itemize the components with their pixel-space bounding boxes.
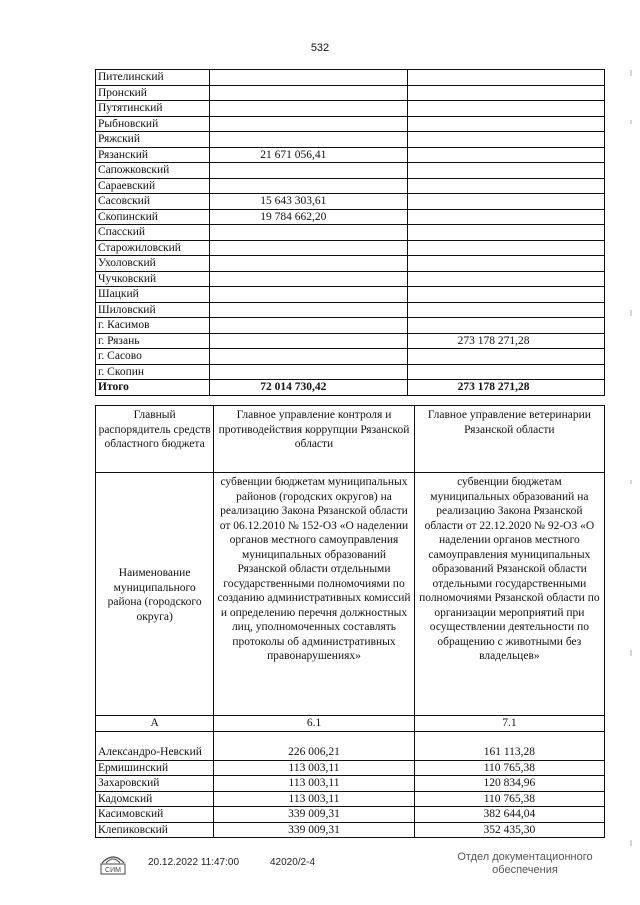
amount-col2 bbox=[407, 178, 604, 194]
table-row bbox=[96, 240, 605, 256]
district-name: Ермишинский bbox=[96, 760, 214, 776]
amount-7-1: 110 765,38 bbox=[414, 760, 604, 776]
header-row bbox=[96, 406, 605, 473]
amount-6-1: 339 009,31 bbox=[214, 822, 415, 838]
table-row bbox=[96, 101, 605, 117]
amount-7-1: 382 644,04 bbox=[414, 807, 604, 823]
district-name: Путятинский bbox=[96, 101, 210, 117]
table-row bbox=[96, 116, 605, 132]
footer-datetime: 20.12.2022 11:47:00 bbox=[148, 857, 240, 868]
footer-doc-code: 42020/2-4 bbox=[270, 857, 316, 868]
table-row bbox=[96, 194, 605, 210]
amount-col1: 21 671 056,41 bbox=[210, 147, 407, 163]
amount-col1 bbox=[210, 302, 407, 318]
amount-col1 bbox=[210, 333, 407, 349]
district-name: Пронский bbox=[96, 85, 210, 101]
district-name: Сараевский bbox=[96, 178, 210, 194]
table-row bbox=[96, 333, 605, 349]
description-row bbox=[96, 473, 605, 716]
district-name: Клепиковский bbox=[96, 822, 214, 838]
table-row bbox=[96, 791, 605, 807]
table-row bbox=[96, 209, 605, 225]
district-name: Старожиловский bbox=[96, 240, 210, 256]
table-row bbox=[96, 287, 605, 303]
header-veterinary: Главное управление ветеринарии Рязанской области bbox=[414, 406, 604, 473]
amount-col1 bbox=[210, 85, 407, 101]
logo-text: СИМ bbox=[105, 867, 121, 874]
amount-col1 bbox=[210, 163, 407, 179]
amount-col1 bbox=[210, 364, 407, 380]
footer-dept-line2: обеспечения bbox=[492, 864, 558, 876]
table-row bbox=[96, 776, 605, 792]
district-name: Шиловский bbox=[96, 302, 210, 318]
district-name: Кадомский bbox=[96, 791, 214, 807]
amount-7-1: 352 435,30 bbox=[414, 822, 604, 838]
amount-6-1: 339 009,31 bbox=[214, 807, 415, 823]
amount-6-1: 113 003,11 bbox=[214, 760, 415, 776]
amount-col1: 19 784 662,20 bbox=[210, 209, 407, 225]
footer bbox=[0, 851, 640, 895]
table-row bbox=[96, 256, 605, 272]
district-name: г. Касимов bbox=[96, 318, 210, 334]
desc-subvention-6-1: субвенции бюджетам муниципальных районов (городских округов) на реализацию Закона Рязанской области от 06.12.2010 № 152-ОЗ «О наделении органов местного самоуправления муниципальных образований Рязанской области отдельными государственными полномочиями по созданию административных комиссий и определению перечня должностных лиц, уполномоченных составлять протоколы об административных правонарушениях» bbox=[214, 473, 415, 716]
amount-col1 bbox=[210, 70, 407, 86]
district-name: Сапожковский bbox=[96, 163, 210, 179]
district-name: Шацкий bbox=[96, 287, 210, 303]
table-row bbox=[96, 147, 605, 163]
table-row bbox=[96, 132, 605, 148]
amount-col2 bbox=[407, 271, 604, 287]
table-row bbox=[96, 318, 605, 334]
amount-col1 bbox=[210, 271, 407, 287]
table-row bbox=[96, 302, 605, 318]
code-6-1: 6.1 bbox=[214, 716, 415, 732]
amount-col1 bbox=[210, 225, 407, 241]
district-name: Пителинский bbox=[96, 70, 210, 86]
table-row bbox=[96, 178, 605, 194]
table-row bbox=[96, 225, 605, 241]
amount-col2 bbox=[407, 163, 604, 179]
district-name: Скопинский bbox=[96, 209, 210, 225]
amount-7-1: 120 834,96 bbox=[414, 776, 604, 792]
amount-col2 bbox=[407, 302, 604, 318]
header-budget-manager: Главный распорядитель средств областного бюджета bbox=[96, 406, 214, 473]
table-row bbox=[96, 70, 605, 86]
table-row bbox=[96, 349, 605, 365]
page-number: 532 bbox=[310, 42, 330, 54]
total-label: Итого bbox=[96, 380, 210, 396]
header-anticorruption: Главное управление контроля и противодействия коррупции Рязанской области bbox=[214, 406, 415, 473]
amount-col2 bbox=[407, 240, 604, 256]
scan-margin-marks bbox=[628, 60, 634, 860]
allocation-table-bottom bbox=[95, 405, 605, 838]
amount-col2 bbox=[407, 349, 604, 365]
allocation-table-top bbox=[95, 69, 605, 396]
amount-col2 bbox=[407, 147, 604, 163]
district-name: Ухоловский bbox=[96, 256, 210, 272]
amount-col2 bbox=[407, 116, 604, 132]
table-row bbox=[96, 807, 605, 823]
footer-dept-line1: Отдел документационного bbox=[457, 851, 593, 863]
amount-col1 bbox=[210, 318, 407, 334]
amount-col1 bbox=[210, 116, 407, 132]
amount-7-1: 110 765,38 bbox=[414, 791, 604, 807]
amount-col2 bbox=[407, 256, 604, 272]
amount-col2 bbox=[407, 85, 604, 101]
district-name: Спасский bbox=[96, 225, 210, 241]
district-name: Касимовский bbox=[96, 807, 214, 823]
footer-department bbox=[440, 851, 610, 877]
district-name: г. Сасово bbox=[96, 349, 210, 365]
district-name: Захаровский bbox=[96, 776, 214, 792]
code-a: А bbox=[96, 716, 214, 732]
district-name: Ряжский bbox=[96, 132, 210, 148]
amount-col2 bbox=[407, 287, 604, 303]
table-row bbox=[96, 271, 605, 287]
amount-col2 bbox=[407, 318, 604, 334]
amount-6-1: 113 003,11 bbox=[214, 776, 415, 792]
district-name: Рязанский bbox=[96, 147, 210, 163]
district-name: г. Скопин bbox=[96, 364, 210, 380]
district-name: г. Рязань bbox=[96, 333, 210, 349]
table-row bbox=[96, 364, 605, 380]
amount-col1 bbox=[210, 256, 407, 272]
amount-col2 bbox=[407, 70, 604, 86]
amount-6-1: 113 003,11 bbox=[214, 791, 415, 807]
table-row bbox=[96, 163, 605, 179]
amount-col2 bbox=[407, 194, 604, 210]
district-name: Чучковский bbox=[96, 271, 210, 287]
district-name: Рыбновский bbox=[96, 116, 210, 132]
table-row bbox=[96, 731, 605, 760]
district-name: Александро-Невский bbox=[96, 731, 214, 760]
district-name: Сасовский bbox=[96, 194, 210, 210]
amount-col2 bbox=[407, 101, 604, 117]
amount-col1 bbox=[210, 132, 407, 148]
desc-district-name: Наименование муниципального района (городского округа) bbox=[96, 473, 214, 716]
total-row bbox=[96, 380, 605, 396]
table-row bbox=[96, 85, 605, 101]
total-col1: 72 014 730,42 bbox=[210, 380, 407, 396]
amount-col1: 15 643 303,61 bbox=[210, 194, 407, 210]
amount-col2: 273 178 271,28 bbox=[407, 333, 604, 349]
table-row bbox=[96, 760, 605, 776]
amount-col1 bbox=[210, 240, 407, 256]
code-7-1: 7.1 bbox=[414, 716, 604, 732]
column-codes-row bbox=[96, 716, 605, 732]
amount-7-1: 161 113,28 bbox=[414, 731, 604, 760]
amount-col1 bbox=[210, 349, 407, 365]
amount-col2 bbox=[407, 209, 604, 225]
amount-col1 bbox=[210, 101, 407, 117]
total-col2: 273 178 271,28 bbox=[407, 380, 604, 396]
amount-col1 bbox=[210, 287, 407, 303]
amount-col2 bbox=[407, 364, 604, 380]
amount-col2 bbox=[407, 225, 604, 241]
desc-subvention-7-1: субвенции бюджетам муниципальных образований на реализацию Закона Рязанской области от 22.12.2020 № 92-ОЗ «О наделении органов местного самоуправления муниципальных образований Рязанской области отдельными государственными полномочиями Рязанской области по организации мероприятий при осуществлении деятельности по обращению с животными без владельцев» bbox=[414, 473, 604, 716]
amount-col2 bbox=[407, 132, 604, 148]
archive-logo-icon bbox=[98, 849, 128, 877]
amount-6-1: 226 006,21 bbox=[214, 731, 415, 760]
table-row bbox=[96, 822, 605, 838]
amount-col1 bbox=[210, 178, 407, 194]
